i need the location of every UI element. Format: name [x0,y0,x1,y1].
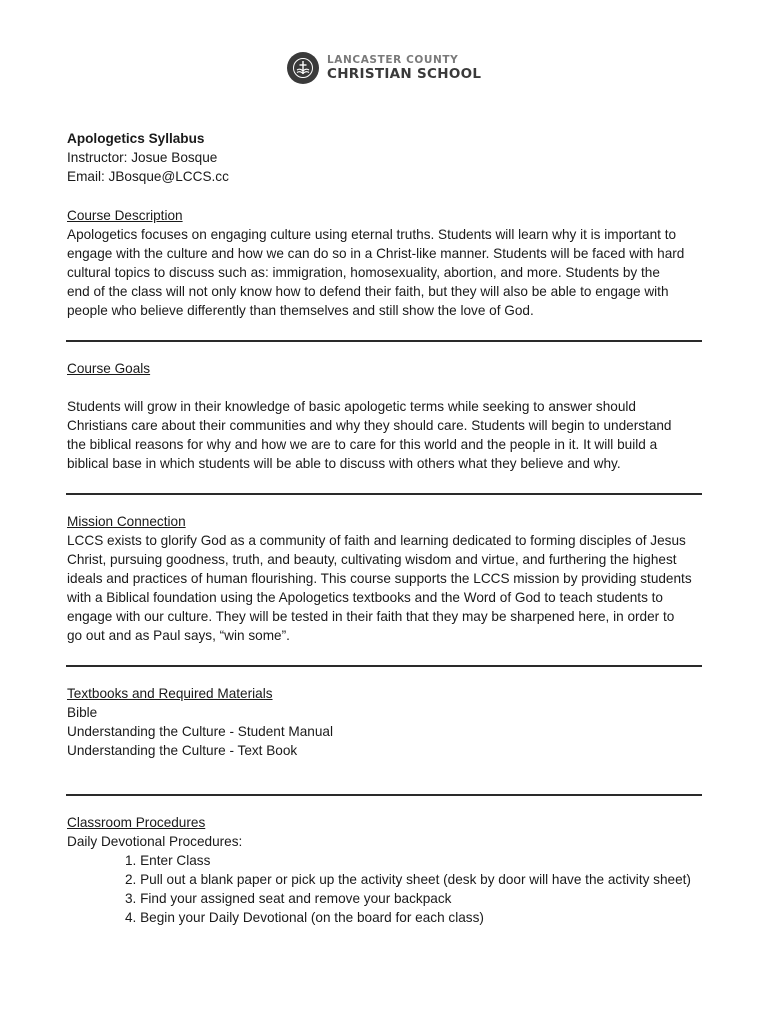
mission-connection-section [67,512,707,645]
procedure-list [67,851,707,927]
paragraph-line: LCCS exists to glorify God as a community of faith and learning dedicated to forming disciples of Jesus [67,533,686,548]
section-divider [66,665,702,667]
course-goals-heading: Course Goals [67,361,151,376]
paragraph-line: the biblical reasons for why and how we are to care for this world and the people in it. It will build a [67,437,658,452]
textbook-item: Understanding the Culture - Student Manual [67,724,333,739]
textbook-item: Understanding the Culture - Text Book [67,743,298,758]
textbook-item: Bible [67,705,98,720]
procedure-step: 1. Enter Class [125,853,211,868]
procedure-step: 2. Pull out a blank paper or pick up the activity sheet (desk by door will have the activity sheet) [125,872,691,887]
instructor-line: Instructor: Josue Bosque [67,150,218,165]
course-description-heading: Course Description [67,208,183,223]
paragraph-line: engage with our culture. They will be tested in their faith that they may be sharpened here, in order to [67,609,675,624]
paragraph-line: with a Biblical foundation using the Apologetics textbooks and the Word of God to teach students to [67,590,663,605]
logo-line-1: LANCASTER COUNTY [327,54,459,66]
paragraph-line: cultural topics to discuss such as: immigration, homosexuality, abortion, and more. Students by the [67,265,660,280]
paragraph-line: end of the class will not only know how to defend their faith, but they will also be able to engage with [67,284,669,299]
course-goals-section [67,359,707,473]
email-line: Email: JBosque@LCCS.cc [67,169,229,184]
paragraph-line: people who believe differently than themselves and still show the love of God. [67,303,534,318]
school-seal-icon [287,52,319,84]
section-divider [66,340,702,342]
paragraph-line: Apologetics focuses on engaging culture using eternal truths. Students will learn why it is important to [67,227,677,242]
devotional-subheading: Daily Devotional Procedures: [67,834,243,849]
textbooks-section [67,684,707,760]
paragraph-line: Christians care about their communities and why they should care. Students will begin to understand [67,418,672,433]
textbooks-heading: Textbooks and Required Materials [67,686,273,701]
syllabus-header [67,129,707,186]
section-divider [66,794,702,796]
section-divider [66,493,702,495]
school-logo [287,52,481,84]
paragraph-line: ideals and practices of human flourishing. This course supports the LCCS mission by providing students [67,571,692,586]
course-description-section [67,206,707,320]
paragraph-line: engage with the culture and how we can do so in a Christ-like manner. Students will be faced with hard [67,246,685,261]
paragraph-line: Students will grow in their knowledge of basic apologetic terms while seeking to answer should [67,399,636,414]
syllabus-title: Apologetics Syllabus [67,131,205,146]
paragraph-line: Christ, pursuing goodness, truth, and beauty, cultivating wisdom and virtue, and furthering the highest [67,552,677,567]
mission-connection-heading: Mission Connection [67,514,186,529]
paragraph-line: biblical base in which students will be able to discuss with others what they believe and why. [67,456,621,471]
procedure-step: 3. Find your assigned seat and remove your backpack [125,891,452,906]
paragraph-line: go out and as Paul says, “win some”. [67,628,290,643]
classroom-procedures-section [67,813,707,927]
classroom-procedures-heading: Classroom Procedures [67,815,206,830]
procedure-step: 4. Begin your Daily Devotional (on the board for each class) [125,910,484,925]
logo-line-2: CHRISTIAN SCHOOL [327,66,482,82]
